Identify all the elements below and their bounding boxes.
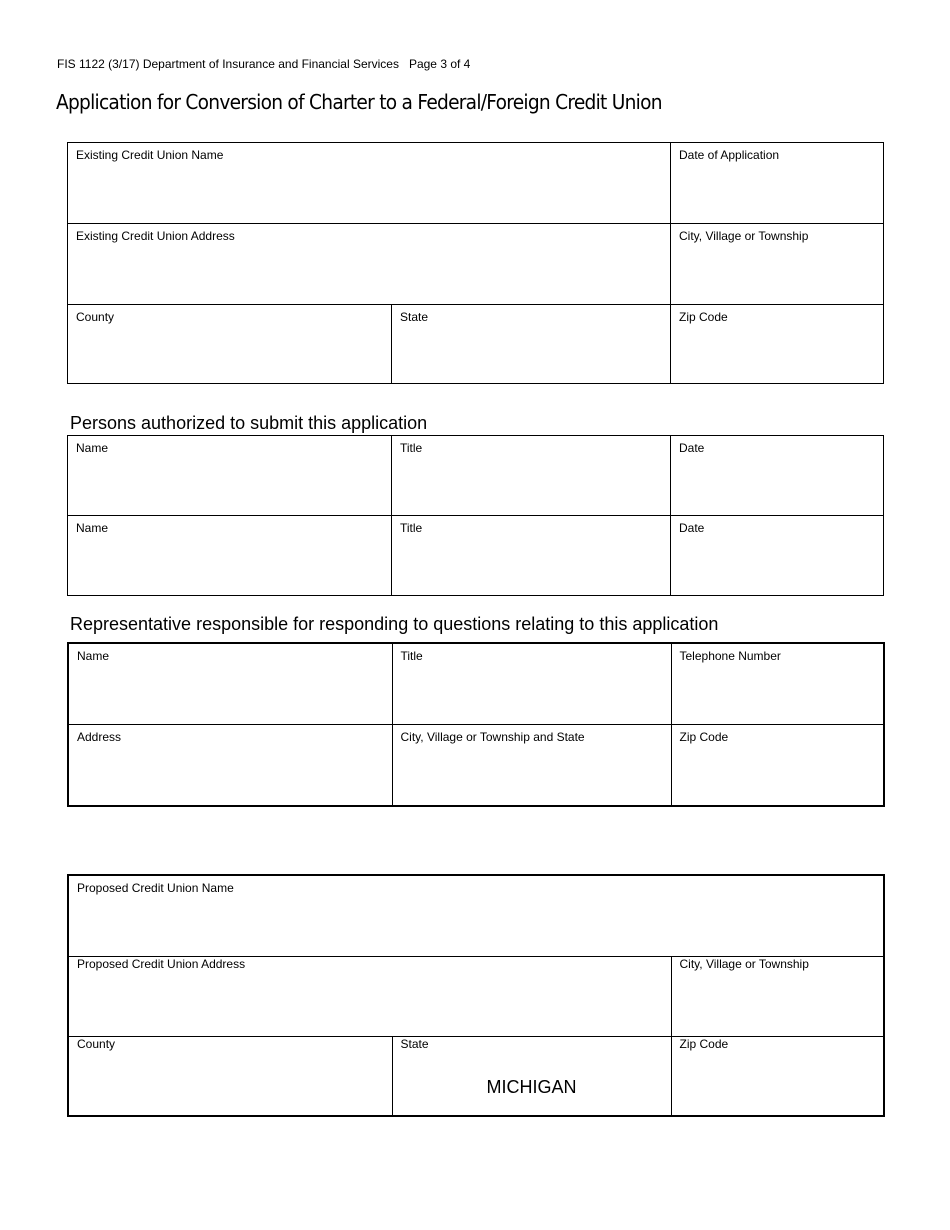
proposed-city-label: City, Village or Township [679, 956, 809, 971]
proposed-county-label: County [77, 1036, 116, 1051]
representative-heading: Representative responsible for responding to questions relating to this application [70, 614, 719, 634]
form-header [57, 57, 470, 71]
proposed-state-label: State [400, 1036, 429, 1051]
representative-name-label: Name [77, 649, 110, 663]
authorized-name-field[interactable] [68, 436, 392, 516]
existing-state-label: State [400, 310, 429, 324]
existing-county-label: County [76, 310, 115, 324]
authorized-title-field[interactable] [392, 436, 671, 516]
existing-zip-label: Zip Code [679, 310, 728, 324]
existing-union-address-field[interactable] [68, 224, 671, 305]
proposed-union-address-field[interactable] [68, 956, 671, 1036]
form-info: FIS 1122 (3/17) Department of Insurance and Financial Services [57, 57, 399, 71]
document-title: Application for Conversion of Charter to a Federal/Foreign Credit Union [56, 90, 662, 114]
existing-city-field[interactable] [671, 224, 884, 305]
representative-title-field[interactable] [392, 643, 671, 724]
existing-county-field[interactable] [68, 305, 392, 384]
proposed-city-field[interactable] [671, 956, 884, 1036]
representative-title-label: Title [400, 649, 423, 663]
date-of-application-field[interactable] [671, 143, 884, 224]
representative-name-field[interactable] [68, 643, 392, 724]
authorized-persons-table [67, 435, 884, 596]
proposed-county-field[interactable] [68, 1036, 392, 1116]
proposed-zip-label: Zip Code [679, 1036, 729, 1051]
authorized-date-field[interactable] [671, 516, 884, 596]
authorized-name-label: Name [76, 521, 109, 535]
authorized-title-label: Title [400, 521, 423, 535]
existing-union-name-label: Existing Credit Union Name [76, 148, 224, 162]
existing-zip-field[interactable] [671, 305, 884, 384]
representative-city-state-label: City, Village or Township and State [400, 729, 585, 744]
authorized-name-label: Name [76, 441, 109, 455]
representative-zip-label: Zip Code [679, 729, 729, 744]
representative-phone-field[interactable] [671, 643, 884, 724]
authorized-name-field[interactable] [68, 516, 392, 596]
authorized-date-label: Date [679, 441, 705, 455]
existing-union-name-field[interactable] [68, 143, 671, 224]
existing-city-label: City, Village or Township [679, 229, 809, 243]
proposed-union-name-field[interactable] [68, 875, 884, 956]
authorized-date-label: Date [679, 521, 705, 535]
authorized-persons-heading: Persons authorized to submit this application [70, 413, 428, 433]
proposed-union-address-label: Proposed Credit Union Address [77, 956, 246, 971]
proposed-state-field[interactable] [392, 1036, 671, 1116]
representative-table [67, 642, 885, 807]
representative-zip-field[interactable] [671, 724, 884, 806]
authorized-title-label: Title [400, 441, 423, 455]
page-number: Page 3 of 4 [408, 57, 471, 71]
existing-union-table [67, 142, 884, 384]
proposed-state-value[interactable]: MICHIGAN [486, 1076, 577, 1097]
proposed-zip-field[interactable] [671, 1036, 884, 1116]
proposed-union-name-label: Proposed Credit Union Name [77, 881, 234, 895]
representative-city-state-field[interactable] [392, 724, 671, 806]
proposed-union-table [67, 874, 885, 1117]
authorized-title-field[interactable] [392, 516, 671, 596]
authorized-date-field[interactable] [671, 436, 884, 516]
existing-union-address-label: Existing Credit Union Address [76, 229, 235, 243]
representative-address-field[interactable] [68, 724, 392, 806]
representative-phone-label: Telephone Number [679, 649, 781, 663]
existing-state-field[interactable] [392, 305, 671, 384]
date-of-application-label: Date of Application [679, 148, 780, 162]
representative-address-label: Address [77, 729, 122, 744]
